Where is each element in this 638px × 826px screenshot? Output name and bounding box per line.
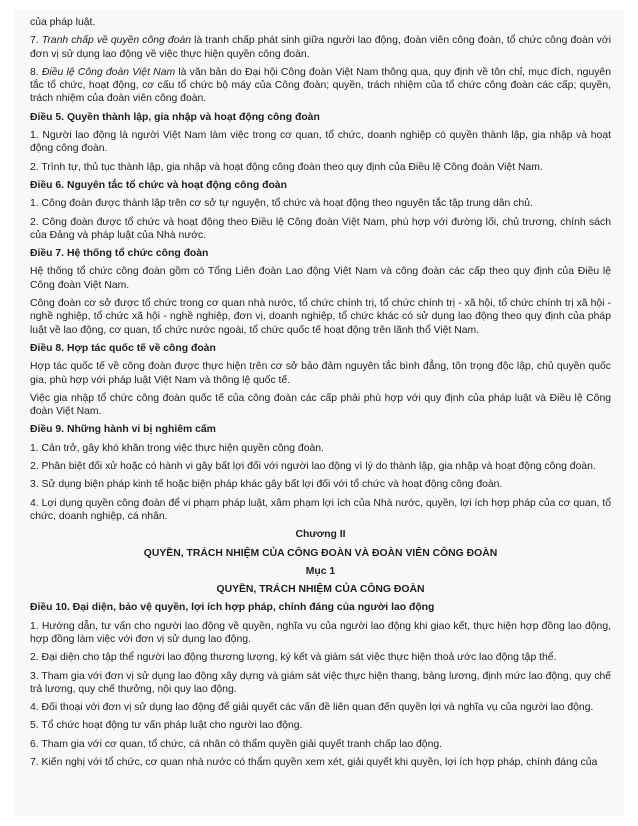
paragraph: 2. Đại diện cho tập thể người lao động thương lượng, ký kết và giám sát việc thực hiện thoả ước lao động tập thể.	[30, 652, 557, 664]
article-heading: Điều 9. Những hành vi bị nghiêm cấm	[30, 424, 216, 436]
paragraph: 6. Tham gia với cơ quan, tổ chức, cá nhân có thẩm quyền giải quyết tranh chấp lao động.	[30, 738, 443, 750]
document-body	[30, 16, 611, 774]
item-number: 7.	[30, 35, 42, 47]
paragraph: của pháp luật.	[30, 17, 96, 28]
defined-term: Điều lệ Công đoàn Việt Nam	[41, 66, 176, 78]
paragraph: 1. Cản trở, gây khó khăn trong việc thực hiện quyền công đoàn.	[30, 442, 324, 454]
paragraph: 2. Trình tự, thủ tục thành lập, gia nhập và hoạt động công đoàn theo quy định của Điều lệ Công đoàn Việt Nam.	[30, 161, 543, 173]
paragraph	[30, 34, 611, 61]
paragraph: Hệ thống tổ chức công đoàn gồm có Tổng Liên đoàn Lao động Việt Nam và công đoàn các cấp theo quy định của Điều lệ Công đoàn Việt Nam.	[30, 266, 611, 291]
article-heading: Điều 10. Đại diện, bảo vệ quyền, lợi ích hợp pháp, chính đáng của người lao động	[30, 602, 435, 614]
paragraph: 3. Sử dụng biện pháp kinh tế hoặc biện pháp khác gây bất lợi đối với tổ chức và hoạt động công đoàn.	[30, 479, 503, 491]
section-title: QUYỀN, TRÁCH NHIỆM CỦA CÔNG ĐOÀN VÀ ĐOÀN VIÊN CÔNG ĐOÀN	[143, 547, 498, 559]
defined-term: Tranh chấp về quyền công đoàn	[41, 35, 192, 47]
section-title: Mục 1	[305, 565, 336, 577]
item-number: 8.	[30, 66, 42, 78]
article-heading: Điều 5. Quyền thành lập, gia nhập và hoạt động công đoàn	[30, 111, 320, 123]
document-page	[14, 10, 624, 816]
paragraph: 1. Công đoàn được thành lập trên cơ sở tự nguyện, tổ chức và hoạt động theo nguyên tắc tập trung dân chủ.	[30, 198, 533, 210]
paragraph: Hợp tác quốc tế về công đoàn được thực hiện trên cơ sở bảo đảm nguyên tắc bình đẳng, tôn trọng độc lập, chủ quyền quốc gia, phù hợp với pháp luật Việt Nam và thông lệ quốc tế.	[30, 361, 611, 386]
definition-text: là tranh chấp phát sinh giữa người lao động, đoàn viên công đoàn, tổ chức công đoàn với đơn vị sử dụng lao động về việc thực hiện quyền công đoàn.	[30, 35, 611, 60]
definition-text: là văn bản do Đại hội Công đoàn Việt Nam thông qua, quy định về tôn chỉ, mục đích, nguyên tắc tổ chức, hoạt động, cơ cấu tổ chức bộ máy của Công đoàn; quyền, trách nhiệm của tổ chức công đoàn các cấp; quyền, trách nhiệm của đoàn viên công đoàn.	[30, 66, 611, 105]
paragraph: 5. Tổ chức hoạt động tư vấn pháp luật cho người lao động.	[30, 720, 303, 732]
paragraph: 2. Phân biệt đối xử hoặc có hành vi gây bất lợi đối với người lao động vì lý do thành lập, gia nhập và hoạt động công đoàn.	[30, 461, 596, 473]
paragraph: 7. Kiến nghị với tổ chức, cơ quan nhà nước có thẩm quyền xem xét, giải quyết khi quyền, lợi ích hợp pháp, chính đáng của	[30, 757, 598, 769]
paragraph: 1. Người lao động là người Việt Nam làm việc trong cơ quan, tổ chức, doanh nghiệp có quyền thành lập, gia nhập và hoạt động công đoàn.	[30, 130, 611, 155]
section-title: Chương II	[295, 529, 346, 541]
paragraph: Công đoàn cơ sở được tổ chức trong cơ quan nhà nước, tổ chức chính trị, tổ chức chính trị - xã hội, tổ chức chính trị xã hội - nghề nghiệp, tổ chức xã hội - nghề nghiệp, đơn vị, doanh nghiệp, tổ chức khác có sử dụng lao động theo quy định của pháp luật về lao động, cơ quan, tổ chức nước ngoài, tổ chức quốc tế hoạt động trên lãnh thổ Việt Nam.	[30, 298, 611, 336]
paragraph	[30, 66, 611, 106]
paragraph: 2. Công đoàn được tổ chức và hoạt động theo Điều lệ Công đoàn Việt Nam, phù hợp với đường lối, chủ trương, chính sách của Đảng và pháp luật của Nhà nước.	[30, 216, 611, 241]
paragraph: 4. Lợi dụng quyền công đoàn để vi phạm pháp luật, xâm phạm lợi ích của Nhà nước, quyền, lợi ích hợp pháp của cơ quan, tổ chức, doanh nghiệp, cá nhân.	[30, 497, 611, 522]
article-heading: Điều 7. Hệ thống tổ chức công đoàn	[30, 248, 209, 260]
paragraph: Việc gia nhập tổ chức công đoàn quốc tế của công đoàn các cấp phải phù hợp với quy định của pháp luật và Điều lệ Công đoàn Việt Nam.	[30, 392, 611, 418]
paragraph: 4. Đối thoại với đơn vị sử dụng lao động để giải quyết các vấn đề liên quan đến quyền lợi và nghĩa vụ của người lao động.	[30, 702, 594, 714]
article-heading: Điều 8. Hợp tác quốc tế về công đoàn	[30, 342, 216, 354]
paragraph: 1. Hướng dẫn, tư vấn cho người lao động về quyền, nghĩa vụ của người lao động khi giao kết, thực hiện hợp đồng lao động, hợp đồng làm việc với đơn vị sử dụng lao động.	[30, 620, 611, 645]
paragraph: 3. Tham gia với đơn vị sử dụng lao động xây dựng và giám sát việc thực hiện thang, bảng lương, định mức lao động, quy chế trả lương, quy chế thưởng, nội quy lao động.	[30, 670, 611, 695]
article-heading: Điều 6. Nguyên tắc tổ chức và hoạt động công đoàn	[30, 179, 287, 191]
section-title: QUYỀN, TRÁCH NHIỆM CỦA CÔNG ĐOÀN	[216, 584, 425, 596]
